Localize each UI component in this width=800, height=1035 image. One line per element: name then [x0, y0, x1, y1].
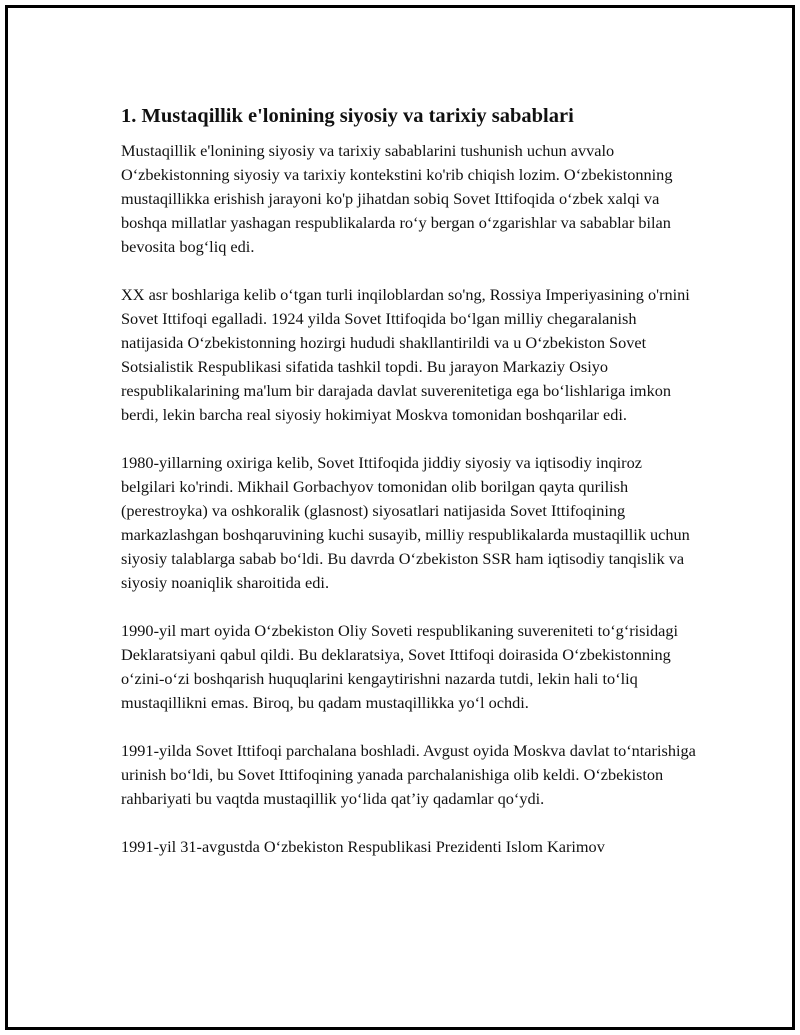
paragraph-independence-declaration: 1991-yil 31-avgustda O‘zbekiston Respublikasi Prezidenti Islom Karimov	[121, 837, 605, 856]
paragraph-context: Mustaqillik e'lonining siyosiy va tarixiy sabablarini tushunish uchun avvalo O‘zbekistonning siyosiy va tarixiy kontekstini ko'rib chiqish lozim. O‘zbekistonning mustaqillikka erishish jarayoni ko'p jihatdan sobiq Sovet Ittifoqida o‘zbek xalqi va boshqa millatlar yashagan respublikalarda ro‘y bergan o‘zgarishlar va sabablar bilan bevosita bog‘liq edi.	[121, 141, 673, 256]
paragraph-sovereignty-declaration: 1990-yil mart oyida O‘zbekiston Oliy Soveti respublikaning suvereniteti to‘g‘risidagi Deklaratsiyani qabul qildi. Bu deklaratsiya, Sovet Ittifoqi doirasida O‘zbekistonning o‘zini-o‘zi boshqarish huquqlarini kengaytirishni nazarda tutdi, lekin hali to‘liq mustaqillikni emas. Biroq, bu qadam mustaqillikka yo‘l ochdi.	[121, 621, 679, 712]
document-content	[121, 103, 696, 883]
section-heading: 1. Mustaqillik e'lonining siyosiy va tarixiy sabablari	[121, 105, 574, 127]
paragraph-collapse-1991: 1991-yilda Sovet Ittifoqi parchalana boshladi. Avgust oyida Moskva davlat to‘ntarishiga urinish bo‘ldi, bu Sovet Ittifoqining yanada parchalanishiga olib keldi. O‘zbekiston rahbariyati bu vaqtda mustaqillik yo‘lida qat’iy qadamlar qo‘ydi.	[121, 741, 696, 808]
page-frame	[5, 5, 795, 1030]
paragraph-crisis-1980s: 1980-yillarning oxiriga kelib, Sovet Ittifoqida jiddiy siyosiy va iqtisodiy inqiroz belgilari ko'rindi. Mikhail Gorbachyov tomonidan olib borilgan qayta qurilish (perestroyka) va oshkoralik (glasnost) siyosatlari natijasida Sovet Ittifoqining markazlashgan boshqaruvining kuchi susayib, milliy respublikalarda mustaqillik uchun siyosiy talablarga sabab bo‘ldi. Bu davrda O‘zbekiston SSR ham iqtisodiy tanqislik va siyosiy noaniqlik sharoitida edi.	[121, 453, 690, 592]
paragraph-soviet-formation: XX asr boshlariga kelib o‘tgan turli inqiloblardan so'ng, Rossiya Imperiyasining o'rnini Sovet Ittifoqi egalladi. 1924 yilda Sovet Ittifoqida bo‘lgan milliy chegaralanish natijasida O‘zbekistonning hozirgi hududi shakllantirildi va u O‘zbekiston Sovet Sotsialistik Respublikasi sifatida tashkil topdi. Bu jarayon Markaziy Osiyo respublikalarining ma'lum bir darajada davlat suverenitetiga ega bo‘lishlariga imkon berdi, lekin barcha real siyosiy hokimiyat Moskva tomonidan boshqarilar edi.	[121, 285, 690, 424]
